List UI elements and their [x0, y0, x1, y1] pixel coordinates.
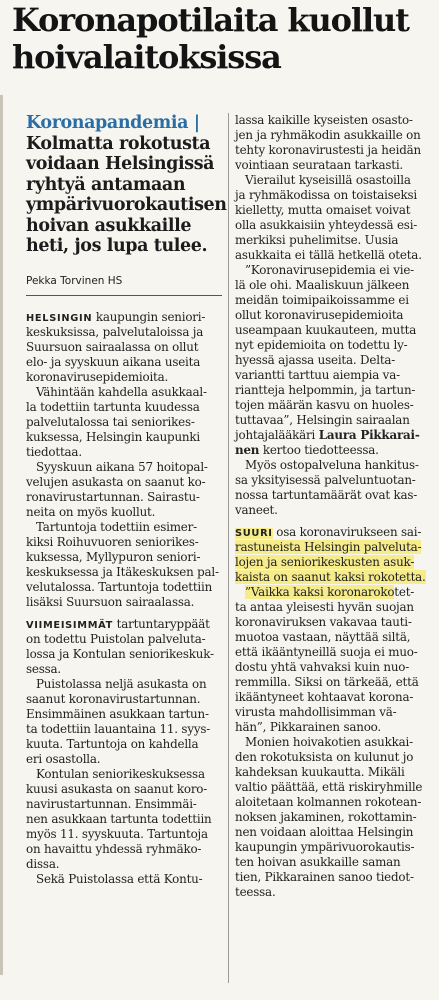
- body-line: lassa kaikille kyseisten osasto-: [235, 113, 413, 127]
- page-edge-strip: [0, 95, 3, 975]
- body-line: [235, 525, 435, 540]
- body-line: kahdeksan kuukautta. Mikäli: [235, 765, 405, 779]
- body-line: kuksessa, Myllypuron seniori-: [26, 549, 201, 564]
- body-line: jen ja ryhmäkodin asukkaille on: [235, 128, 421, 142]
- body-line: den rokotuksista on kulunut jo: [235, 750, 414, 764]
- body-line: ikääntyneet kohtaavat korona-: [235, 690, 414, 704]
- body-line: lä ole ohi. Maaliskuun jälkeen: [235, 278, 410, 292]
- body-line: palvelutalossa tai seniorikes-: [26, 414, 195, 429]
- body-line: meidän toimipaikoissamme ei: [235, 293, 409, 307]
- body-line: sessa.: [26, 661, 62, 676]
- body-line: koronavirusepidemioita.: [26, 369, 169, 384]
- caps-lead: HELSINGIN: [26, 312, 93, 324]
- body-line: Myös ostopalveluna hankitus-: [245, 458, 419, 472]
- column-divider: [228, 113, 229, 983]
- highlighted-text: lojen ja seniorikeskusten asuk-: [235, 555, 415, 569]
- body-text-run: tartuntaryppäät: [113, 616, 210, 631]
- body-line: nen asukkaan tartunta todettiin: [26, 811, 212, 826]
- body-line: la todettiin tartunta kuudessa: [26, 399, 200, 414]
- body-line: sa yksityisessä palveluntuotan-: [235, 473, 416, 487]
- body-line: tojen määrän kasvu on huoles-: [235, 398, 414, 412]
- body-line: Vierailut kyseisillä osastoilla: [245, 173, 411, 187]
- highlighted-text: ”Vaikka kaksi koronaroko: [245, 585, 395, 599]
- highlighted-text: kaista on saanut kaksi rokotetta.: [235, 570, 426, 584]
- body-line: muotoa vastaan, näyttää siltä,: [235, 630, 411, 644]
- body-line: Syyskuun aikana 57 hoitopal-: [36, 459, 208, 474]
- body-line: noksen jakaminen, rokottamin-: [235, 810, 417, 824]
- body-line: ja ryhmäkodissa on toistaiseksi: [235, 188, 417, 202]
- body-line: on havaittu yhdessä ryhmäko-: [26, 841, 202, 856]
- body-line: eri osastolla.: [26, 751, 101, 766]
- body-line: kaupungin ympärivuorokautis-: [235, 840, 415, 854]
- body-line: Monien hoivakotien asukkai-: [245, 735, 413, 749]
- body-line: [235, 540, 435, 555]
- body-line: vaneet.: [235, 503, 278, 517]
- body-line: velujen asukasta on saanut ko-: [26, 474, 206, 489]
- lead-line: Kolmatta rokotusta: [26, 133, 211, 154]
- body-line: olla asukkaisiin yhteydessä esi-: [235, 218, 418, 232]
- body-line: [235, 555, 435, 570]
- body-line: tehty koronavirustesti ja heidän: [235, 143, 421, 157]
- body-line: neita on myös kuollut.: [26, 504, 156, 519]
- body-line: ta antaa yleisesti hyvän suojan: [235, 600, 414, 614]
- body-line: nyt epidemioita on todettu ly-: [235, 338, 408, 352]
- person-name: nen: [235, 443, 260, 457]
- body-text-run: kaupungin seniori-: [92, 309, 206, 324]
- body-line: variantti tarttuu aiempia va-: [235, 368, 400, 382]
- body-line: hän”, Pikkarainen sanoo.: [235, 720, 381, 734]
- body-line: nossa tartuntamäärät ovat kas-: [235, 488, 418, 502]
- body-text-run: tet-: [394, 585, 415, 599]
- body-line: koronaviruksen vakavaa tauti-: [235, 615, 412, 629]
- person-name: Laura Pikkarai-: [318, 428, 420, 442]
- body-line: tien, Pikkarainen sanoo tiedot-: [235, 870, 414, 884]
- body-line: on todettu Puistolan palveluta-: [26, 631, 206, 646]
- body-line: ollut koronavirusepidemioita: [235, 308, 404, 322]
- body-text-run: johtajalääkäri: [235, 428, 319, 442]
- right-column: [235, 113, 435, 900]
- caps-lead: VIIMEISIMMÄT: [26, 619, 114, 631]
- lead-line: ryhtyä antamaan: [26, 174, 186, 195]
- body-line: [26, 617, 222, 632]
- body-line: [235, 570, 435, 585]
- body-line: keskuksissa, palvelutaloissa ja: [26, 324, 204, 339]
- body-line: remmilla. Siksi on tärkeää, että: [235, 675, 419, 689]
- body-line: elo- ja syyskuun aikana useita: [26, 354, 201, 369]
- paragraph-gap: [235, 518, 435, 525]
- highlighted-text: rastuneista Helsingin palveluta-: [235, 540, 422, 554]
- body-line: [26, 310, 222, 325]
- lead-line: heti, jos lupa tulee.: [26, 236, 208, 256]
- body-line: kuksessa, Helsingin kaupunki: [26, 429, 200, 444]
- body-line: virusta mahdollisimman vä-: [235, 705, 397, 719]
- body-line: tiedottaa.: [26, 444, 82, 459]
- body-line: Kontulan seniorikeskuksessa: [36, 766, 205, 781]
- body-line: aloitetaan kolmannen rokotean-: [235, 795, 422, 809]
- lead-kicker: Koronapandemia |: [26, 113, 200, 133]
- headline-line: hoivalaitoksissa: [12, 38, 281, 76]
- body-line: että ikääntyneillä suoja ei muo-: [235, 645, 418, 659]
- body-line: [235, 443, 435, 458]
- body-line: merkiksi puhelimitse. Uusia: [235, 233, 399, 247]
- body-line: saanut koronavirustartunnan.: [26, 691, 201, 706]
- body-line: lisäksi Suursuon sairaalassa.: [26, 594, 195, 609]
- body-line: hyessä ajassa useita. Delta-: [235, 353, 396, 367]
- body-line: [235, 428, 435, 443]
- body-line: ronavirustartunnan. Sairastu-: [26, 489, 200, 504]
- body-line: tuttavaa”, Helsingin sairaalan: [235, 413, 410, 427]
- lead-line: ympärivuorokautisen: [26, 195, 227, 215]
- body-line: Sekä Puistolassa että Kontu-: [36, 871, 203, 886]
- body-line: navirustartunnan. Ensimmäi-: [26, 796, 197, 811]
- body-line: kielletty, mutta omaiset voivat: [235, 203, 411, 217]
- body-line: kuuta. Tartuntoja on kahdella: [26, 736, 199, 751]
- lead-line: hoivan asukkaille: [26, 215, 192, 236]
- byline: Pekka Torvinen HS: [26, 271, 222, 296]
- body-line: valtio päättää, että riskiryhmille: [235, 780, 423, 794]
- body-line: teessa.: [235, 885, 276, 899]
- body-line: Vähintään kahdella asukkaal-: [36, 384, 207, 399]
- body-line: ”Koronavirusepidemia ei vie-: [245, 263, 414, 277]
- body-line: Suursuon sairaalassa on ollut: [26, 339, 199, 354]
- caps-lead: SUURI: [235, 528, 273, 539]
- body-line: Tartuntoja todettiin esimer-: [36, 519, 197, 534]
- body-line: Puistolassa neljä asukasta on: [36, 676, 207, 691]
- headline-line: Koronapotilaita kuollut: [12, 1, 409, 39]
- paragraph-gap: [26, 610, 222, 617]
- right-body: [235, 113, 435, 900]
- body-line: kiksi Roihuvuoren seniorikes-: [26, 534, 199, 549]
- left-body: [26, 310, 222, 887]
- body-line: ten hoivan asukkaille saman: [235, 855, 401, 869]
- body-line: dostu yhtä vahvaksi kuin nuo-: [235, 660, 410, 674]
- lead-paragraph: [26, 113, 227, 257]
- body-line: [235, 585, 435, 600]
- body-line: ta todettiin lauantaina 11. syys-: [26, 721, 211, 736]
- body-line: myös 11. syyskuuta. Tartuntoja: [26, 826, 208, 841]
- body-line: dissa.: [26, 856, 60, 871]
- body-text-run: osa koronavirukseen sai-: [272, 525, 422, 539]
- body-line: asukkaita ei tällä hetkellä oteta.: [235, 248, 422, 262]
- body-line: velutalossa. Tartuntoja todettiin: [26, 579, 213, 594]
- body-line: keskuksessa ja Itäkeskuksen pal-: [26, 564, 219, 579]
- left-column: [26, 113, 227, 887]
- headline: [12, 2, 432, 76]
- body-line: lossa ja Kontulan seniorikeskuk-: [26, 646, 214, 661]
- body-line: vointiaan seurataan tarkasti.: [235, 158, 404, 172]
- body-line: kuusi asukasta on saanut koro-: [26, 781, 208, 796]
- body-text-run: kertoo tiedotteessa.: [259, 443, 379, 457]
- body-line: riantteja helpommin, ja tartun-: [235, 383, 416, 397]
- body-line: useampaan kuukauteen, mutta: [235, 323, 417, 337]
- body-line: nen voidaan aloittaa Helsingin: [235, 825, 414, 839]
- body-line: Ensimmäinen asukkaan tartun-: [26, 706, 209, 721]
- lead-line: voidaan Helsingissä: [26, 154, 215, 174]
